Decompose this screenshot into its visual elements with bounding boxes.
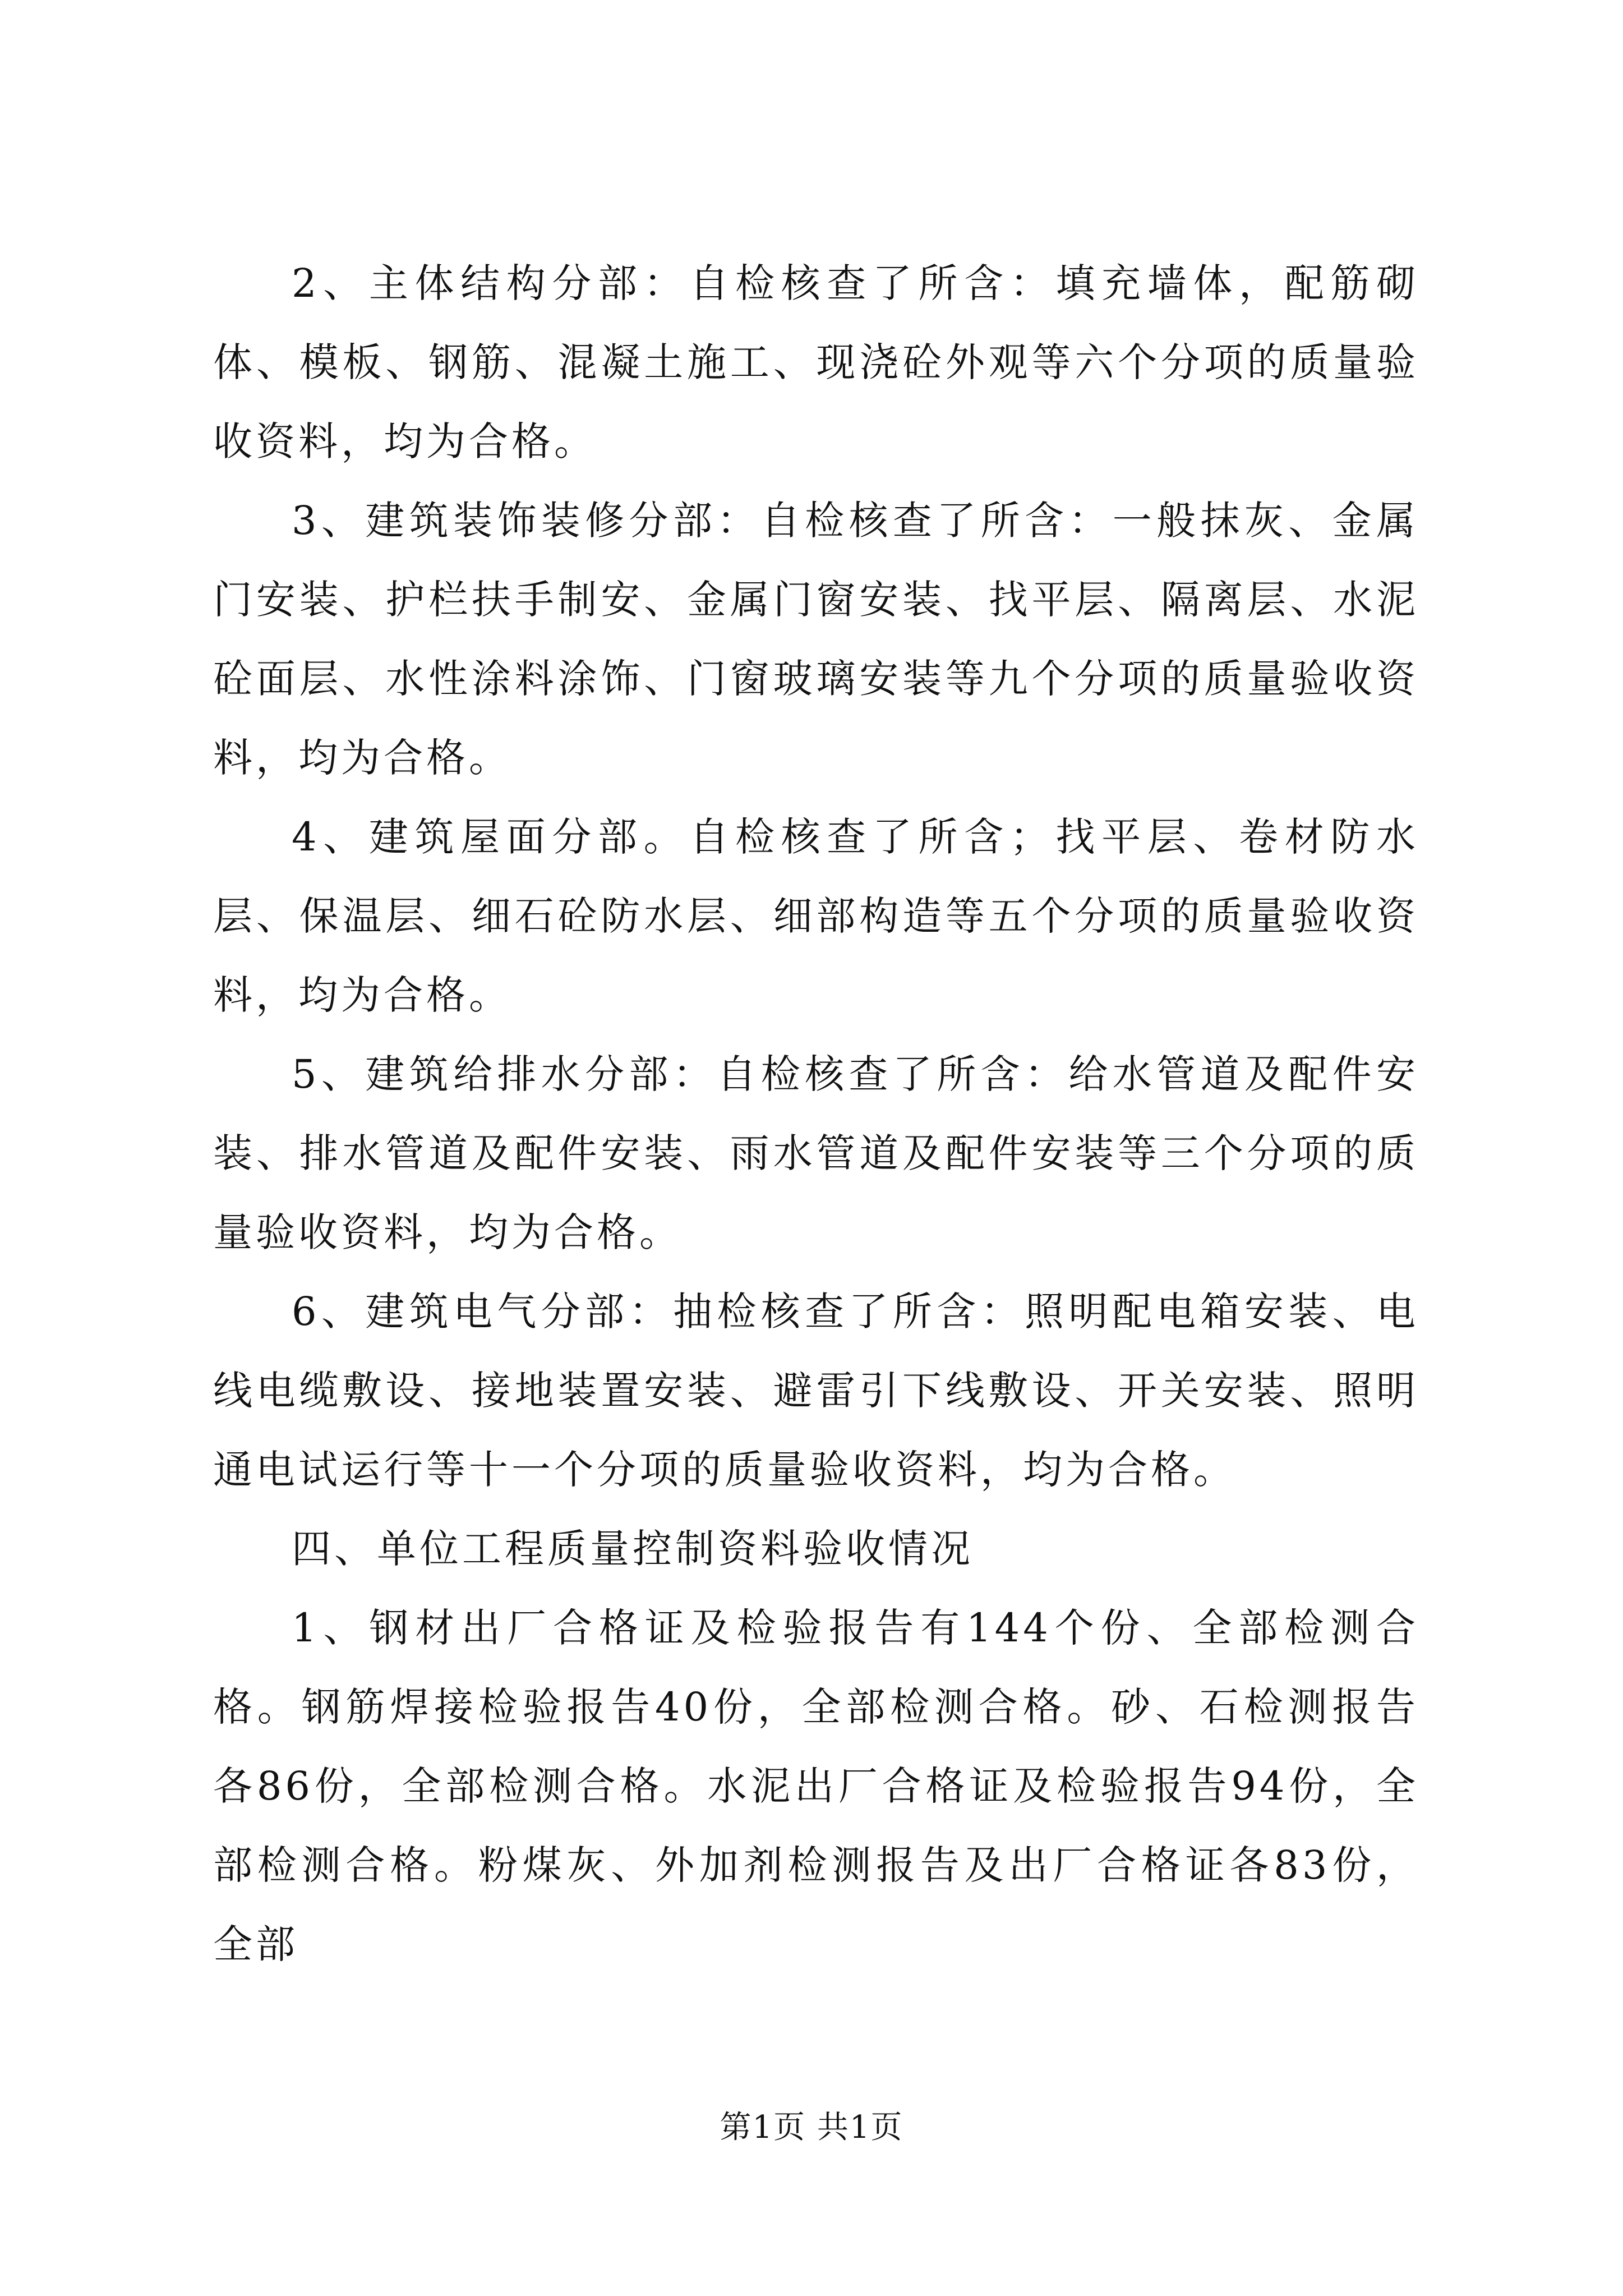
paragraph-roofing: 4、建筑屋面分部。自检核查了所含；找平层、卷材防水层、保温层、细石砼防水层、细部构造等五个分项的质量验收资料，均为合格。 [213, 814, 1419, 1018]
paragraph-materials: 1、钢材出厂合格证及检验报告有144个份、全部检测合格。钢筋焊接检验报告40份，全部检测合格。砂、石检测报告各86份，全部检测合格。水泥出厂合格证及检验报告94份，全部检测合格。粉煤灰、外加剂检测报告及出厂合格证各83份，全部 [213, 1605, 1419, 1967]
page-footer: 第1页 共1页 [720, 2109, 903, 2146]
paragraph-electrical: 6、建筑电气分部：抽检核查了所含：照明配电箱安装、电线电缆敷设、接地装置安装、避雷引下线敷设、开关安装、照明通电试运行等十一个分项的质量验收资料，均为合格。 [213, 1289, 1419, 1493]
document-body [213, 244, 1419, 1984]
paragraph-main-structure: 2、主体结构分部：自检核查了所含：填充墙体，配筋砌体、模板、钢筋、混凝土施工、现浇砼外观等六个分项的质量验收资料，均为合格。 [213, 260, 1419, 464]
paragraph-plumbing: 5、建筑给排水分部：自检核查了所含：给水管道及配件安装、排水管道及配件安装、雨水管道及配件安装等三个分项的质量验收资料，均为合格。 [213, 1051, 1419, 1255]
section-heading-quality-control: 四、单位工程质量控制资料验收情况 [292, 1526, 974, 1572]
paragraph-decoration: 3、建筑装饰装修分部：自检核查了所含：一般抹灰、金属门安装、护栏扶手制安、金属门窗安装、找平层、隔离层、水泥砼面层、水性涂料涂饰、门窗玻璃安装等九个分项的质量验收资料，均为合格。 [213, 498, 1419, 781]
